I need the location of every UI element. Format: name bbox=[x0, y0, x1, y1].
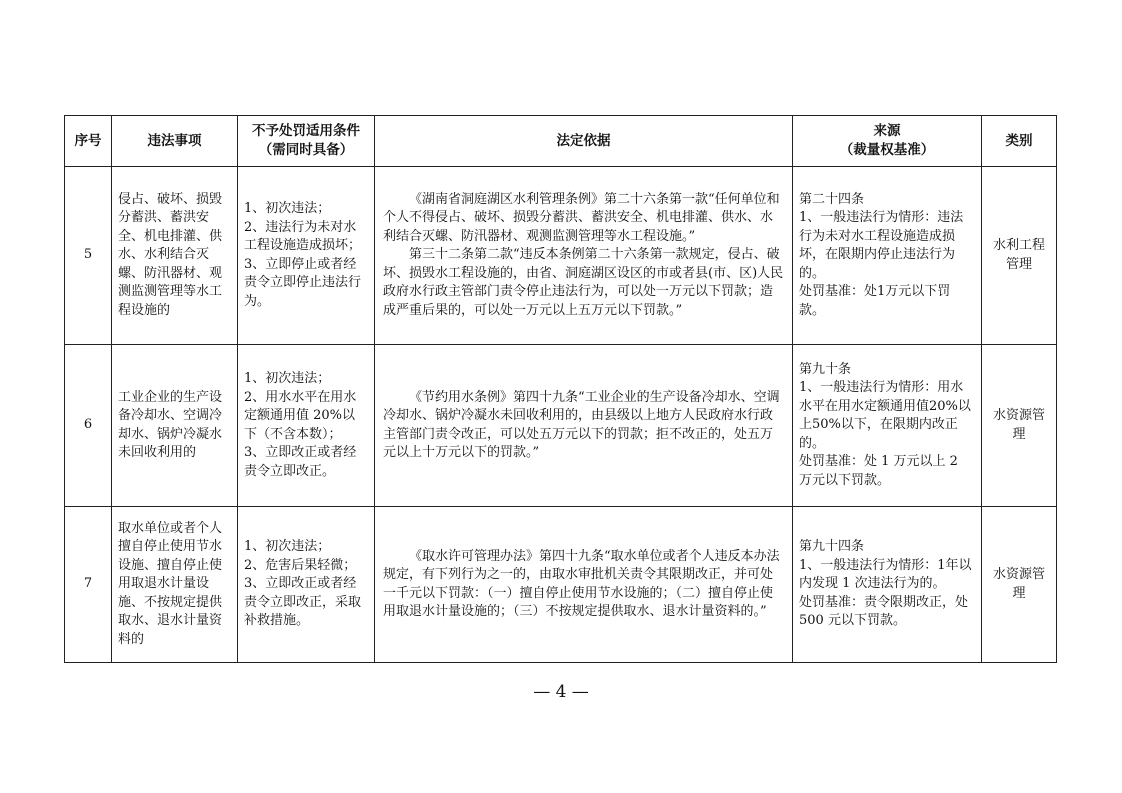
basis-paragraph: 第三十二条第二款“违反本条例第二十六条第一款规定，侵占、破坏、损毁水工程设施的，由省、洞庭湖区设区的市或者县(市、区)人民政府水行政主管部门责令停止违法行为，可以处一万元以下罚款；造成严重后果的，可以处一万元以上五万元以下罚款。” bbox=[383, 247, 784, 318]
source-situation: 1、一般违法行为情形：违法行为未对水工程设施造成损坏，在限期内停止违法行为的。 bbox=[799, 210, 964, 281]
condition-line: 2、违法行为未对水工程设施造成损坏； bbox=[244, 219, 362, 253]
category: 水资源管理 bbox=[982, 507, 1057, 663]
source-benchmark bbox=[793, 345, 982, 507]
condition-line: 3、立即改正或者经责令立即改正。 bbox=[244, 445, 357, 479]
source-penalty: 处罚基准：处1万元以下罚款。 bbox=[799, 284, 951, 318]
table-row bbox=[65, 345, 1057, 507]
condition-line: 1、初次违法； bbox=[244, 371, 331, 386]
header-conditions-line2: （需同时具备） bbox=[258, 142, 354, 158]
exemption-conditions bbox=[238, 167, 375, 345]
legal-basis bbox=[375, 507, 793, 663]
basis-paragraph: 《取水许可管理办法》第四十九条“取水单位或者个人违反本办法规定，有下列行为之一的，由取水审批机关责令其限期改正，并可处一千元以下罚款：（一）擅自停止使用节水设施的；（二）擅自停止使用取退水计量设施的；（三）不按规定提供取水、退水计量资料的。” bbox=[383, 548, 780, 619]
header-conditions bbox=[238, 116, 375, 167]
table-row bbox=[65, 507, 1057, 663]
exemption-conditions bbox=[238, 507, 375, 663]
regulation-table bbox=[64, 115, 1057, 663]
exemption-conditions bbox=[238, 345, 375, 507]
source-article: 第二十四条 bbox=[799, 191, 865, 207]
condition-line: 3、立即改正或者经责令立即改正，采取补救措施。 bbox=[244, 576, 362, 629]
condition-line: 1、初次违法； bbox=[244, 539, 331, 555]
category: 水利工程管理 bbox=[982, 167, 1057, 345]
condition-line: 3、立即停止或者经责令立即停止违法行为。 bbox=[244, 256, 362, 309]
condition-line: 2、危害后果轻微； bbox=[244, 557, 357, 573]
header-conditions-line1: 不予处罚适用条件 bbox=[252, 123, 360, 139]
header-source-line2: （裁量权基准） bbox=[839, 142, 935, 158]
source-situation: 1、一般违法行为情形：用水水平在用水定额通用值20%以上50%以下，在限期内改正的。 bbox=[799, 380, 971, 451]
category: 水资源管理 bbox=[982, 345, 1057, 507]
source-penalty: 处罚基准：处 1 万元以上 2 万元以下罚款。 bbox=[799, 454, 958, 488]
table-row bbox=[65, 167, 1057, 345]
source-penalty: 处罚基准：责令限期改正，处 500 元以下罚款。 bbox=[799, 594, 969, 629]
header-item: 违法事项 bbox=[112, 116, 238, 167]
legal-basis bbox=[375, 167, 793, 345]
violation-item: 侵占、破坏、损毁分蓄洪、蓄洪安全、机电排灌、供水、水利结合灭螺、防汛器材、观测监测管理等水工程设施的 bbox=[112, 167, 238, 345]
row-number: 6 bbox=[65, 345, 112, 507]
row-number: 7 bbox=[65, 507, 112, 663]
row-number: 5 bbox=[65, 167, 112, 345]
condition-line: 1、初次违法； bbox=[244, 201, 331, 216]
header-no: 序号 bbox=[65, 116, 112, 167]
legal-basis bbox=[375, 345, 793, 507]
basis-paragraph: 《节约用水条例》第四十九条“工业企业的生产设备冷却水、空调冷却水、锅炉冷凝水未回收利用的，由县级以上地方人民政府水行政主管部门责令改正，可以处五万元以下的罚款；拒不改正的，处五万元以上十万元以下的罚款。” bbox=[383, 389, 780, 460]
source-benchmark bbox=[793, 167, 982, 345]
source-benchmark bbox=[793, 507, 982, 663]
basis-paragraph: 《湖南省洞庭湖区水利管理条例》第二十六条第一款“任何单位和个人不得侵占、破坏、损毁分蓄洪、蓄洪安全、机电排灌、供水、水利结合灭螺、防汛器材、观测监测管理等水工程设施。” bbox=[383, 191, 780, 244]
condition-line: 2、用水水平在用水定额通用值 20%以下（不含本数）； bbox=[244, 389, 357, 442]
header-row bbox=[65, 116, 1057, 167]
source-situation: 1、一般违法行为情形：1年以内发现 1 次违法行为的。 bbox=[799, 557, 972, 592]
violation-item: 工业企业的生产设备冷却水、空调冷却水、锅炉冷凝水未回收利用的 bbox=[112, 345, 238, 507]
page-number: — 4 — bbox=[533, 682, 589, 702]
violation-item: 取水单位或者个人擅自停止使用节水设施、擅自停止使用取退水计量设施、不按规定提供取水、退水计量资料的 bbox=[112, 507, 238, 663]
source-article: 第九十四条 bbox=[799, 539, 865, 555]
source-article: 第九十条 bbox=[799, 361, 852, 377]
header-basis: 法定依据 bbox=[375, 116, 793, 167]
header-category: 类别 bbox=[982, 116, 1057, 167]
header-source bbox=[793, 116, 982, 167]
header-source-line1: 来源 bbox=[873, 123, 901, 139]
